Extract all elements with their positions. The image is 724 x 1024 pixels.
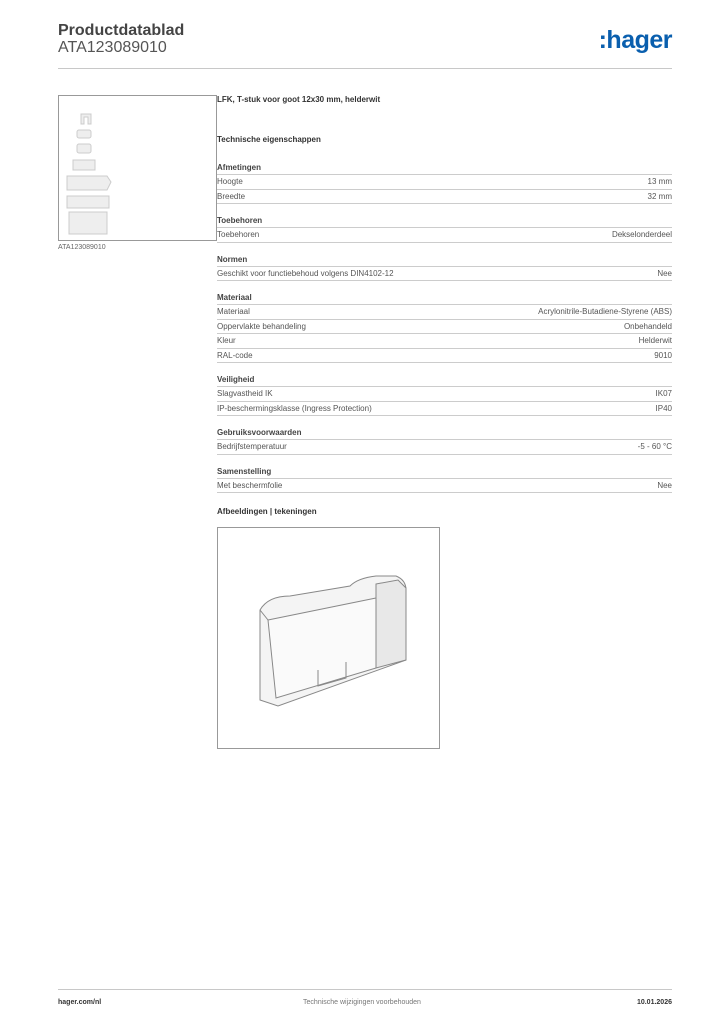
- spec-section: [217, 372, 672, 416]
- spec-row: [217, 190, 672, 205]
- tech-heading: Technische eigenschappen: [217, 135, 321, 144]
- section-heading: Afmetingen: [217, 160, 672, 175]
- spec-row: [217, 479, 672, 494]
- spec-value: 32 mm: [647, 191, 672, 201]
- spec-row: [217, 402, 672, 417]
- section-heading: Veiligheid: [217, 372, 672, 387]
- spec-value: IK07: [655, 389, 672, 398]
- spec-value: 13 mm: [647, 177, 672, 186]
- spec-section: [217, 464, 672, 494]
- section-heading: Toebehoren: [217, 213, 672, 228]
- product-id: ATA123089010: [58, 39, 167, 56]
- spec-label: Slagvastheid IK: [217, 389, 273, 398]
- footer-website-link[interactable]: hager.com/nl: [58, 999, 102, 1006]
- product-drawing: [217, 527, 440, 749]
- spec-row: [217, 175, 672, 190]
- spec-label: Bedrijfstemperatuur: [217, 442, 287, 451]
- spec-row: [217, 334, 672, 349]
- product-thumbnail: [58, 95, 217, 241]
- spec-row: [217, 267, 672, 282]
- spec-value: IP40: [655, 403, 672, 413]
- page-title: Productdatablad: [58, 22, 185, 39]
- hager-logo: :hager: [598, 26, 672, 54]
- spec-row: [217, 320, 672, 335]
- spec-section: [217, 290, 672, 363]
- footer-date: 10.01.2026: [636, 999, 672, 1006]
- spec-label: Hoogte: [217, 177, 243, 186]
- spec-label: Met beschermfolie: [217, 480, 283, 490]
- spec-row: [217, 349, 672, 364]
- spec-panel: [217, 95, 672, 516]
- spec-value: Helderwit: [638, 336, 672, 345]
- spec-label: Geschikt voor functiebehoud volgens DIN4102-12: [217, 268, 394, 278]
- section-heading: Samenstelling: [217, 464, 672, 479]
- spec-label: IP-beschermingsklasse (Ingress Protection): [217, 403, 372, 413]
- spec-value: Onbehandeld: [623, 321, 672, 331]
- spec-row: [217, 228, 672, 243]
- spec-value: 9010: [654, 350, 672, 360]
- spec-value: Nee: [657, 480, 672, 490]
- section-heading: Gebruiksvoorwaarden: [217, 425, 672, 440]
- spec-value: Nee: [657, 268, 672, 278]
- images-heading: Afbeeldingen | tekeningen: [217, 507, 317, 516]
- exploded-parts-icon: [59, 96, 216, 240]
- spec-section: [217, 160, 672, 204]
- thumbnail-caption: ATA123089010: [58, 244, 106, 251]
- spec-section: [217, 213, 672, 243]
- spec-label: Toebehoren: [217, 230, 260, 239]
- spec-value: -5 - 60 °C: [637, 442, 672, 451]
- header-divider: [58, 68, 672, 69]
- spec-row: [217, 440, 672, 455]
- spec-label: Oppervlakte behandeling: [217, 321, 306, 331]
- spec-row: [217, 305, 672, 320]
- spec-value: Dekselonderdeel: [611, 230, 672, 239]
- spec-label: Materiaal: [217, 307, 250, 316]
- section-heading: Normen: [217, 252, 672, 267]
- spec-section: [217, 425, 672, 455]
- footer-notice: Technische wijzigingen voorbehouden: [303, 999, 421, 1006]
- spec-section: [217, 252, 672, 282]
- spec-label: Kleur: [217, 336, 236, 345]
- product-title: LFK, T-stuk voor goot 12x30 mm, helderwit: [217, 95, 381, 104]
- spec-sections: [217, 160, 672, 493]
- spec-label: RAL-code: [217, 350, 253, 360]
- t-piece-image: [218, 528, 439, 748]
- spec-row: [217, 387, 672, 402]
- footer-divider: [58, 989, 672, 990]
- spec-label: Breedte: [217, 191, 246, 201]
- section-heading: Materiaal: [217, 290, 672, 305]
- spec-value: Acrylonitrile-Butadiene-Styrene (ABS): [538, 307, 672, 316]
